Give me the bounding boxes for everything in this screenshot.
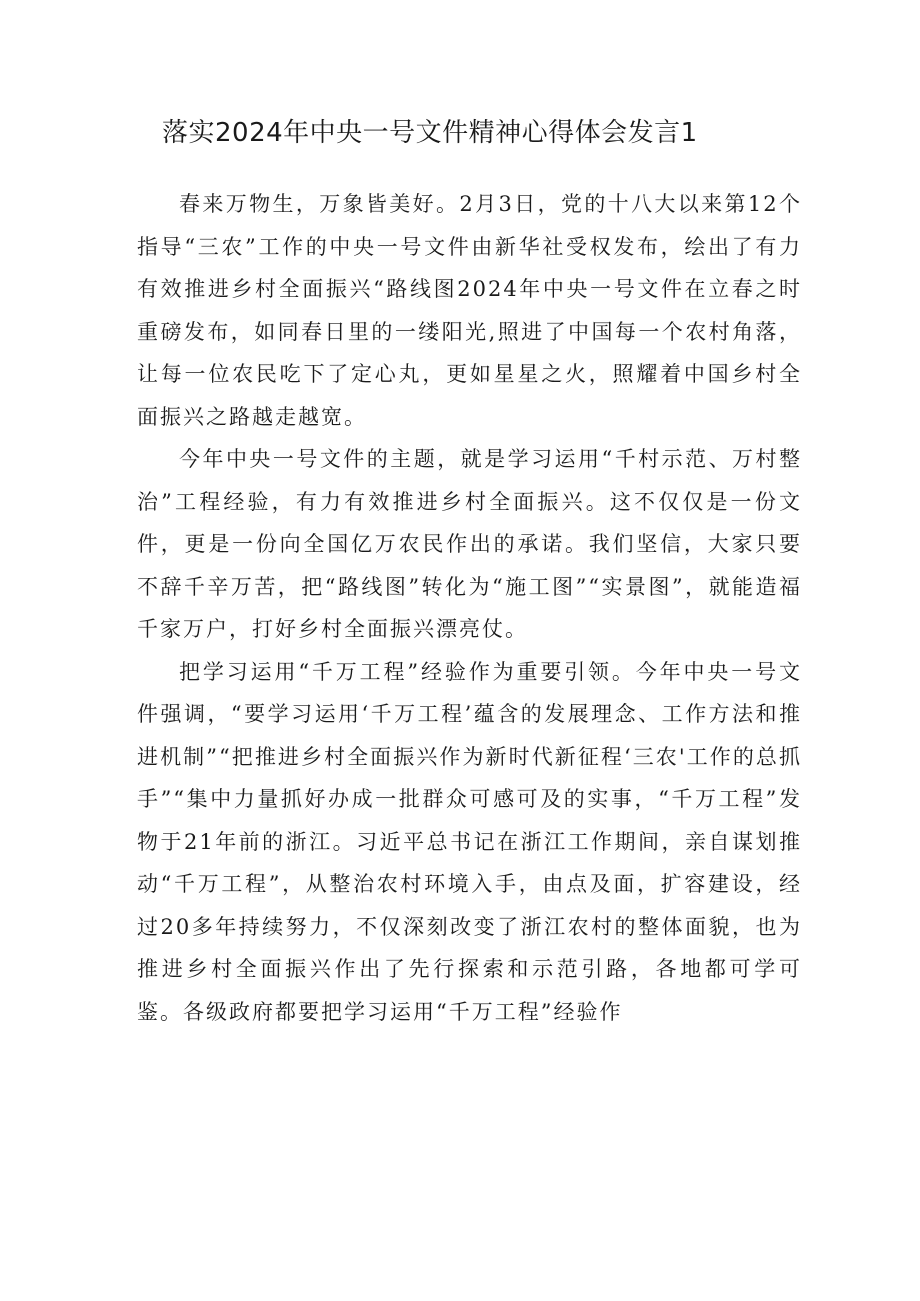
paragraph-1: 春来万物生，万象皆美好。2月3日，党的十八大以来第12个指导“三农”工作的中央一号文件由新华社受权发布，绘出了有力有效推进乡村全面振兴“路线图2024年中央一号文件在立春之时重磅发布，如同春日里的一缕阳光,照进了中国每一个农村角落，让每一位农民吃下了定心丸，更如星星之火，照耀着中国乡村全面振兴之路越走越宽。: [137, 192, 802, 429]
document-body: [137, 183, 802, 1033]
paragraph-3: 把学习运用“千万工程”经验作为重要引领。今年中央一号文件强调，“要学习运用‘千万工程’蕴含的发展理念、工作方法和推进机制”“把推进乡村全面振兴作为新时代新征程‘三农'工作的总抓手”“集中力量抓好办成一批群众可感可及的实事，“千万工程”发物于21年前的浙江。习近平总书记在浙江工作期间，亲自谋划推动“千万工程”，从整治农村环境入手，由点及面，扩容建设，经过20多年持续努力，不仅深刻改变了浙江农村的整体面貌，也为推进乡村全面振兴作出了先行探索和示范引路，各地都可学可鉴。各级政府都要把学习运用“千万工程”经验作: [137, 659, 802, 1024]
document-title: 落实2024年中央一号文件精神心得体会发言1: [162, 118, 698, 148]
paragraph-2: 今年中央一号文件的主题，就是学习运用“千村示范、万村整治”工程经验，有力有效推进乡村全面振兴。这不仅仅是一份文件，更是一份向全国亿万农民作出的承诺。我们坚信，大家只要不辞千辛万苦，把“路线图”转化为“施工图”“实景图”，就能造福千家万户，打好乡村全面振兴漂亮仗。: [137, 447, 802, 641]
